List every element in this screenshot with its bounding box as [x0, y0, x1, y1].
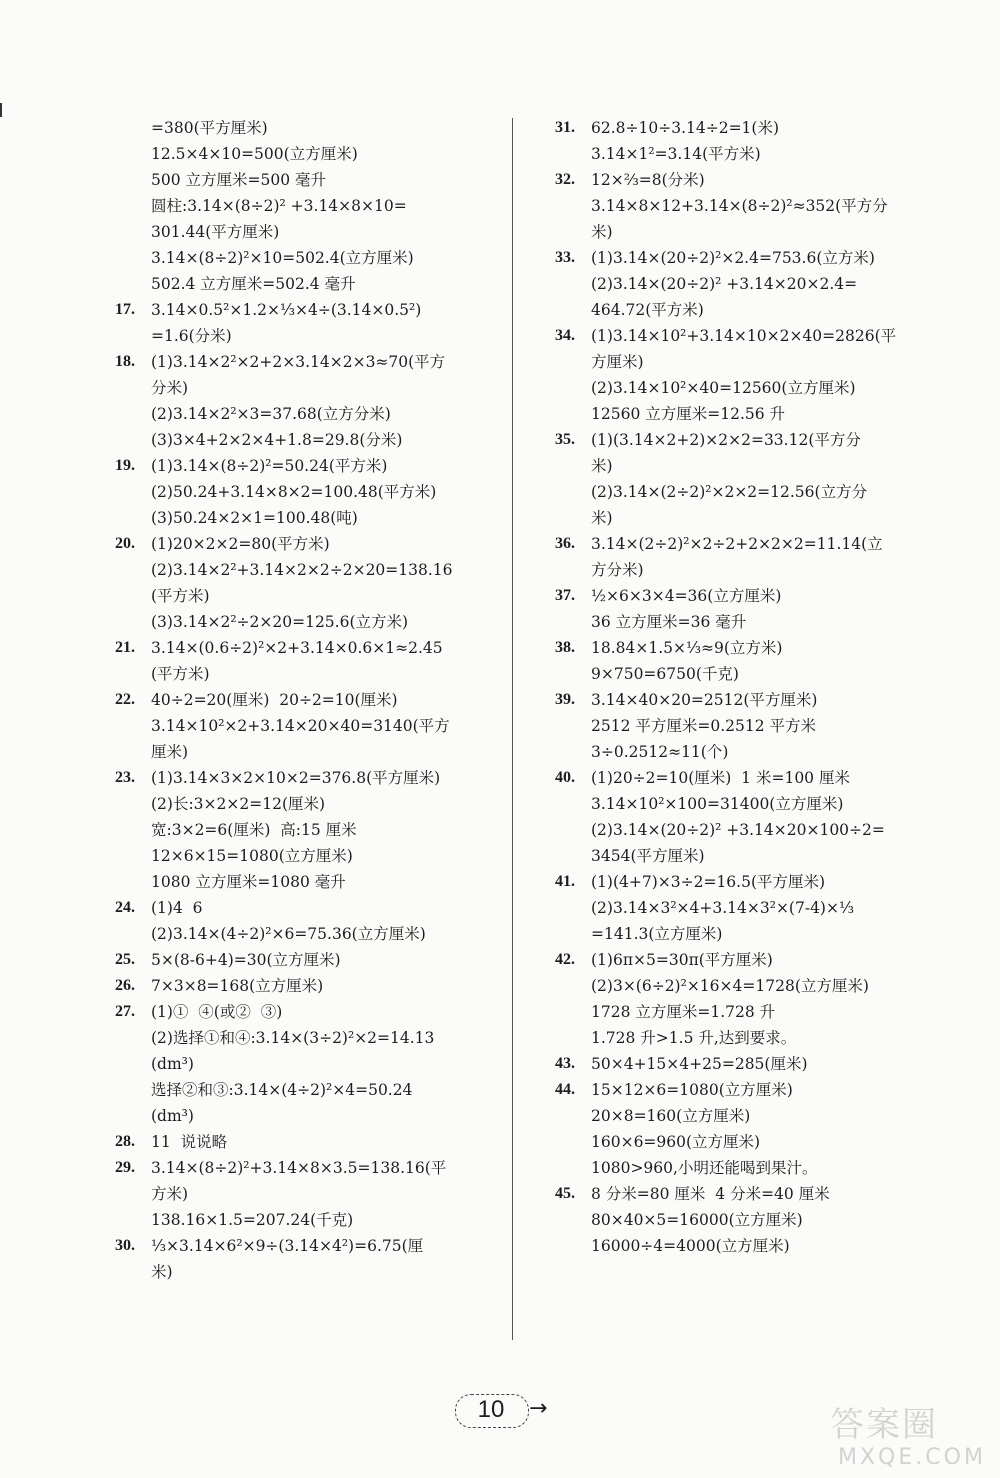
- answer-line: 宽:3×2=6(厘米) 高:15 厘米: [151, 821, 357, 839]
- answer-body: [591, 167, 940, 245]
- answer-line: 3.14×(2÷2)²×2÷2+2×2×2=11.14(立: [591, 535, 883, 553]
- answer-item: [115, 973, 490, 999]
- answer-number: 22.: [115, 691, 135, 708]
- answer-body: [591, 245, 940, 323]
- answer-item: [115, 999, 490, 1129]
- answer-number: 28.: [115, 1133, 135, 1150]
- right-answer-list: [555, 115, 940, 1259]
- answer-item: [115, 453, 490, 531]
- answer-body: [151, 531, 490, 635]
- answer-item: [115, 687, 490, 765]
- answer-body: [151, 1233, 490, 1285]
- answer-item: [115, 297, 490, 349]
- answer-item: [115, 1129, 490, 1155]
- answer-body: [151, 895, 490, 947]
- answer-item: [115, 1155, 490, 1233]
- answer-body: [151, 453, 490, 531]
- answer-line: 3.14×(8÷2)²×10=502.4(立方厘米): [151, 249, 414, 267]
- answer-line: (1)3.14×(8÷2)²=50.24(平方米): [151, 457, 388, 475]
- answer-line: 40÷2=20(厘米) 20÷2=10(厘米): [151, 691, 398, 709]
- answer-number: 41.: [555, 873, 575, 890]
- answer-line: (2)3.14×(4÷2)²×6=75.36(立方厘米): [151, 925, 426, 943]
- answer-line: (2)3.14×(20÷2)² +3.14×20×2.4=: [591, 275, 858, 293]
- answer-body: [591, 947, 940, 1051]
- answer-line: 15×12×6=1080(立方厘米): [591, 1081, 793, 1099]
- answer-body: [591, 115, 940, 167]
- answer-line: (1)6π×5=30π(平方厘米): [591, 951, 773, 969]
- answer-line: ½×6×3×4=36(立方厘米): [591, 587, 782, 605]
- answer-body: [591, 1077, 940, 1181]
- answer-line: 3.14×10²×2+3.14×20×40=3140(平方: [151, 717, 450, 735]
- answer-line: 502.4 立方厘米=502.4 毫升: [151, 275, 356, 293]
- answer-body: [591, 583, 940, 635]
- answer-line: 方厘米): [591, 353, 644, 371]
- answer-line: (2)3.14×10²×40=12560(立方厘米): [591, 379, 856, 397]
- answer-line: =1.6(分米): [151, 327, 232, 345]
- right-column: [555, 115, 940, 1259]
- answer-line: 3.14×(0.6÷2)²×2+3.14×0.6×1≈2.45: [151, 639, 443, 657]
- answer-number: 19.: [115, 457, 135, 474]
- answer-line: 50×4+15×4+25=285(厘米): [591, 1055, 808, 1073]
- answer-number: 38.: [555, 639, 575, 656]
- answer-body: [151, 687, 490, 765]
- answer-line: (1)4 6: [151, 899, 203, 917]
- answer-number: 27.: [115, 1003, 135, 1020]
- answer-line: (1)3.14×10²+3.14×10×2×40=2826(平: [591, 327, 897, 345]
- answer-line: 12560 立方厘米=12.56 升: [591, 405, 786, 423]
- page-number: 10: [477, 1396, 505, 1423]
- answer-line: (平方米): [151, 665, 210, 683]
- answer-line: 米): [591, 509, 613, 527]
- answer-item: [555, 531, 940, 583]
- answer-body: [591, 427, 940, 531]
- answer-line: (2)50.24+3.14×8×2=100.48(平方米): [151, 483, 437, 501]
- answer-line: (1)① ④(或② ③): [151, 1003, 283, 1021]
- left-answer-list: [115, 297, 490, 1285]
- answer-line: 3.14×(8÷2)²+3.14×8×3.5=138.16(平: [151, 1159, 447, 1177]
- answer-number: 34.: [555, 327, 575, 344]
- answer-line: 3454(平方厘米): [591, 847, 705, 865]
- answer-line: 36 立方厘米=36 毫升: [591, 613, 747, 631]
- answer-line: 16000÷4=4000(立方厘米): [591, 1237, 790, 1255]
- answer-line: 1080>960,小明还能喝到果汁。: [591, 1159, 818, 1177]
- answer-line: 301.44(平方厘米): [151, 223, 280, 241]
- answer-body: [151, 635, 490, 687]
- answer-number: 43.: [555, 1055, 575, 1072]
- answer-body: [591, 1051, 940, 1077]
- answer-line: 5×(8-6+4)=30(立方厘米): [151, 951, 341, 969]
- answer-line: (2)3.14×(2÷2)²×2×2=12.56(立方分: [591, 483, 868, 501]
- answer-body: [151, 999, 490, 1129]
- answer-number: 32.: [555, 171, 575, 188]
- answer-line: (2)3.14×3²×4+3.14×3²×(7-4)×⅓: [591, 899, 854, 917]
- answer-item: [555, 635, 940, 687]
- continued-answer-block: [115, 115, 490, 297]
- answer-line: (1)3.14×(20÷2)²×2.4=753.6(立方米): [591, 249, 875, 267]
- answer-item: [115, 349, 490, 453]
- answer-body: [591, 323, 940, 427]
- answer-body: [151, 297, 490, 349]
- answer-line: (dm³): [151, 1055, 194, 1073]
- answer-line: 3÷0.2512≈11(个): [591, 743, 729, 761]
- answer-line: 选择②和③:3.14×(4÷2)²×4=50.24: [151, 1081, 413, 1099]
- answer-line: 分米): [151, 379, 189, 397]
- answer-item: [555, 245, 940, 323]
- answer-number: 17.: [115, 301, 135, 318]
- answer-line: 厘米): [151, 743, 189, 761]
- answer-line: 方米): [151, 1185, 189, 1203]
- answer-number: 18.: [115, 353, 135, 370]
- answer-number: 23.: [115, 769, 135, 786]
- answer-body: [151, 973, 490, 999]
- answer-line: ⅓×3.14×6²×9÷(3.14×4²)=6.75(厘: [151, 1237, 424, 1255]
- arrow-right-icon: →: [529, 1396, 548, 1421]
- answer-line: 160×6=960(立方厘米): [591, 1133, 761, 1151]
- answer-item: [115, 947, 490, 973]
- answer-item: [555, 427, 940, 531]
- answer-item: [555, 1181, 940, 1259]
- watermark-logo: [830, 1405, 990, 1475]
- answer-line: 米): [151, 1263, 173, 1281]
- answer-number: 26.: [115, 977, 135, 994]
- answer-number: 31.: [555, 119, 575, 136]
- answer-line: 8 分米=80 厘米 4 分米=40 厘米: [591, 1185, 830, 1203]
- answer-line: (2)3.14×2²+3.14×2×2÷2×20=138.16: [151, 561, 453, 579]
- answer-line: (3)3.14×2²÷2×20=125.6(立方米): [151, 613, 409, 631]
- answer-line: 1080 立方厘米=1080 毫升: [151, 873, 346, 891]
- answer-item: [555, 115, 940, 167]
- answer-line: 3.14×40×20=2512(平方厘米): [591, 691, 818, 709]
- answer-item: [555, 167, 940, 245]
- answer-line: 9×750=6750(千克): [591, 665, 739, 683]
- answer-body: [591, 1181, 940, 1259]
- answer-line: 圆柱:3.14×(8÷2)² +3.14×8×10=: [151, 197, 407, 215]
- answer-line: 3.14×0.5²×1.2×⅓×4÷(3.14×0.5²): [151, 301, 422, 319]
- answer-body: [591, 531, 940, 583]
- answer-line: (2)3.14×2²×3=37.68(立方分米): [151, 405, 391, 423]
- answer-line: 米): [591, 457, 613, 475]
- answer-number: 36.: [555, 535, 575, 552]
- page-number-badge: [455, 1392, 548, 1432]
- answer-item: [115, 765, 490, 895]
- answer-line: 464.72(平方米): [591, 301, 704, 319]
- answer-line: (3)3×4+2×2×4+1.8=29.8(分米): [151, 431, 403, 449]
- answer-line: (平方米): [151, 587, 210, 605]
- answer-item: [115, 1233, 490, 1285]
- answer-item: [115, 635, 490, 687]
- answer-line: =380(平方厘米): [151, 119, 268, 137]
- answer-number: 45.: [555, 1185, 575, 1202]
- answer-line: (2)选择①和④:3.14×(3÷2)²×2=14.13: [151, 1029, 435, 1047]
- answer-number: 25.: [115, 951, 135, 968]
- answer-line: 12×⅔=8(分米): [591, 171, 705, 189]
- answer-body: [591, 635, 940, 687]
- answer-line: 11 说说略: [151, 1133, 228, 1151]
- answer-number: 33.: [555, 249, 575, 266]
- answer-item: [115, 895, 490, 947]
- answer-item: [555, 323, 940, 427]
- answer-line: (1)(4+7)×3÷2=16.5(平方厘米): [591, 873, 826, 891]
- watermark-title: 答案圈: [830, 1405, 938, 1445]
- answer-line: 18.84×1.5×⅓≈9(立方米): [591, 639, 783, 657]
- answer-line: (2)3×(6÷2)²×16×4=1728(立方厘米): [591, 977, 869, 995]
- answer-body: [151, 947, 490, 973]
- answer-line: (2)长:3×2×2=12(厘米): [151, 795, 326, 813]
- answer-line: 米): [591, 223, 613, 241]
- answer-number: 30.: [115, 1237, 135, 1254]
- answer-line: 3.14×10²×100=31400(立方厘米): [591, 795, 844, 813]
- answer-body: [151, 1155, 490, 1233]
- column-divider: [512, 118, 513, 1340]
- answer-line: 1728 立方厘米=1.728 升: [591, 1003, 776, 1021]
- answer-item: [555, 765, 940, 869]
- answer-number: 44.: [555, 1081, 575, 1098]
- answer-number: 20.: [115, 535, 135, 552]
- answer-line: (3)50.24×2×1=100.48(吨): [151, 509, 358, 527]
- answer-line: (1)3.14×3×2×10×2=376.8(平方厘米): [151, 769, 441, 787]
- answer-line: (1)20÷2=10(厘米) 1 米=100 厘米: [591, 769, 850, 787]
- answer-body: [151, 349, 490, 453]
- answer-item: [555, 583, 940, 635]
- answer-line: (1)20×2×2=80(平方米): [151, 535, 330, 553]
- answer-line: 12×6×15=1080(立方厘米): [151, 847, 353, 865]
- left-column: [115, 115, 490, 1285]
- page-edge-mark: [0, 103, 2, 117]
- answer-body: [591, 869, 940, 947]
- answer-line: (1)3.14×2²×2+2×3.14×2×3≈70(平方: [151, 353, 446, 371]
- answer-line: 7×3×8=168(立方厘米): [151, 977, 324, 995]
- answer-item: [555, 947, 940, 1051]
- answer-line: =141.3(立方厘米): [591, 925, 723, 943]
- answer-line: 3.14×1²=3.14(平方米): [591, 145, 761, 163]
- answer-number: 42.: [555, 951, 575, 968]
- answer-line: 500 立方厘米=500 毫升: [151, 171, 327, 189]
- answer-line: (1)(3.14×2+2)×2×2=33.12(平方分: [591, 431, 861, 449]
- answer-number: 24.: [115, 899, 135, 916]
- answer-line: (2)3.14×(20÷2)² +3.14×20×100÷2=: [591, 821, 885, 839]
- answer-line: 80×40×5=16000(立方厘米): [591, 1211, 803, 1229]
- answer-number: 21.: [115, 639, 135, 656]
- answer-number: 29.: [115, 1159, 135, 1176]
- answer-item: [115, 531, 490, 635]
- answer-line: (dm³): [151, 1107, 194, 1125]
- answer-line: 138.16×1.5=207.24(千克): [151, 1211, 354, 1229]
- answer-number: 40.: [555, 769, 575, 786]
- answer-item: [555, 1077, 940, 1181]
- answer-line: 3.14×8×12+3.14×(8÷2)²≈352(平方分: [591, 197, 888, 215]
- answer-line: 12.5×4×10=500(立方厘米): [151, 145, 358, 163]
- watermark-url: MXQE.COM: [838, 1445, 986, 1470]
- answer-number: 39.: [555, 691, 575, 708]
- answer-body: [151, 765, 490, 895]
- answer-line: 方分米): [591, 561, 644, 579]
- answer-line: 62.8÷10÷3.14÷2=1(米): [591, 119, 780, 137]
- answer-line: 20×8=160(立方厘米): [591, 1107, 751, 1125]
- answer-item: [555, 687, 940, 765]
- answer-item: [555, 1051, 940, 1077]
- answer-line: 1.728 升>1.5 升,达到要求。: [591, 1029, 797, 1047]
- answer-body: [591, 687, 940, 765]
- answer-number: 35.: [555, 431, 575, 448]
- answer-number: 37.: [555, 587, 575, 604]
- answer-body: [151, 1129, 490, 1155]
- answer-body: [591, 765, 940, 869]
- answer-line: 2512 平方厘米=0.2512 平方米: [591, 717, 817, 735]
- answer-item: [555, 869, 940, 947]
